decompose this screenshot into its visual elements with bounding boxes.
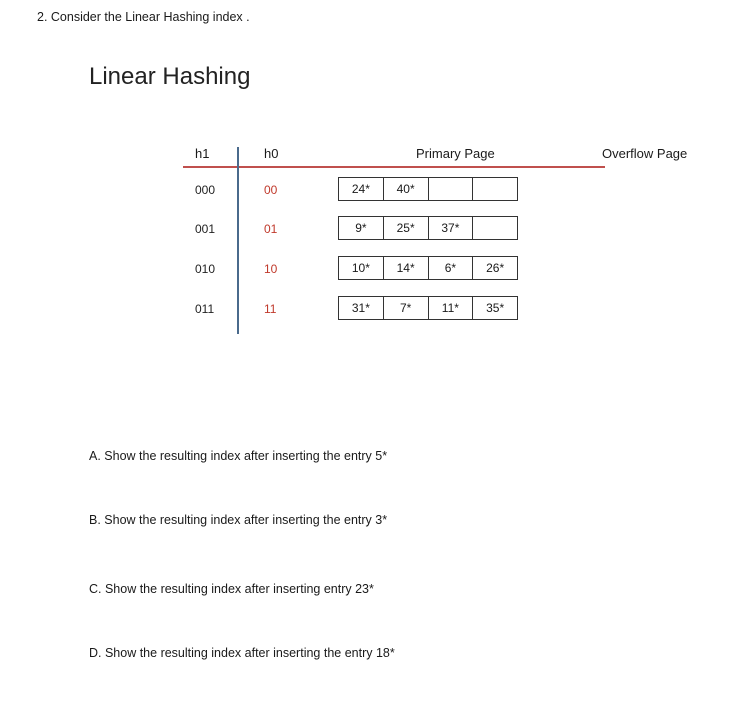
row-h1-value: 001 [195, 222, 216, 236]
row-h0-value: 00 [264, 183, 278, 197]
row-h1-value: 011 [195, 302, 215, 316]
header-overflow-page: Overflow Page [602, 146, 688, 161]
bucket-page [338, 216, 521, 240]
bucket-page [338, 177, 521, 201]
row-h0-value: 10 [264, 262, 278, 276]
bucket-slot: 25* [383, 216, 429, 240]
bucket-slot: 35* [472, 296, 518, 320]
row-h1-value: 000 [195, 183, 216, 197]
column-divider [237, 147, 239, 334]
bucket-slot: 14* [383, 256, 429, 280]
bucket-slot: 26* [472, 256, 518, 280]
bucket-slot: 40* [383, 177, 429, 201]
bucket-slot: 31* [338, 296, 384, 320]
header-underline [183, 166, 605, 168]
bucket-slot: 10* [338, 256, 384, 280]
question-a: A. Show the resulting index after inserting the entry 5* [89, 449, 388, 463]
row-h1-value: 010 [195, 262, 216, 276]
bucket-slot [428, 177, 474, 201]
bucket-slot: 24* [338, 177, 384, 201]
header-h1: h1 [195, 146, 210, 161]
header-primary-page: Primary Page [416, 146, 495, 161]
bucket-slot: 11* [428, 296, 474, 320]
question-b: B. Show the resulting index after inserting the entry 3* [89, 513, 388, 527]
row-h0-value: 01 [264, 222, 278, 236]
bucket-slot: 6* [428, 256, 474, 280]
question-c: C. Show the resulting index after inserting entry 23* [89, 582, 374, 596]
bucket-page [338, 296, 521, 320]
header-h0: h0 [264, 146, 279, 161]
question-intro: 2. Consider the Linear Hashing index . [37, 10, 250, 24]
page-title: Linear Hashing [89, 63, 251, 90]
bucket-slot: 7* [383, 296, 429, 320]
bucket-slot [472, 177, 518, 201]
question-d: D. Show the resulting index after inserting the entry 18* [89, 646, 395, 660]
bucket-page [338, 256, 521, 280]
bucket-slot [472, 216, 518, 240]
row-h0-value: 11 [264, 302, 277, 316]
bucket-slot: 37* [428, 216, 474, 240]
bucket-slot: 9* [338, 216, 384, 240]
